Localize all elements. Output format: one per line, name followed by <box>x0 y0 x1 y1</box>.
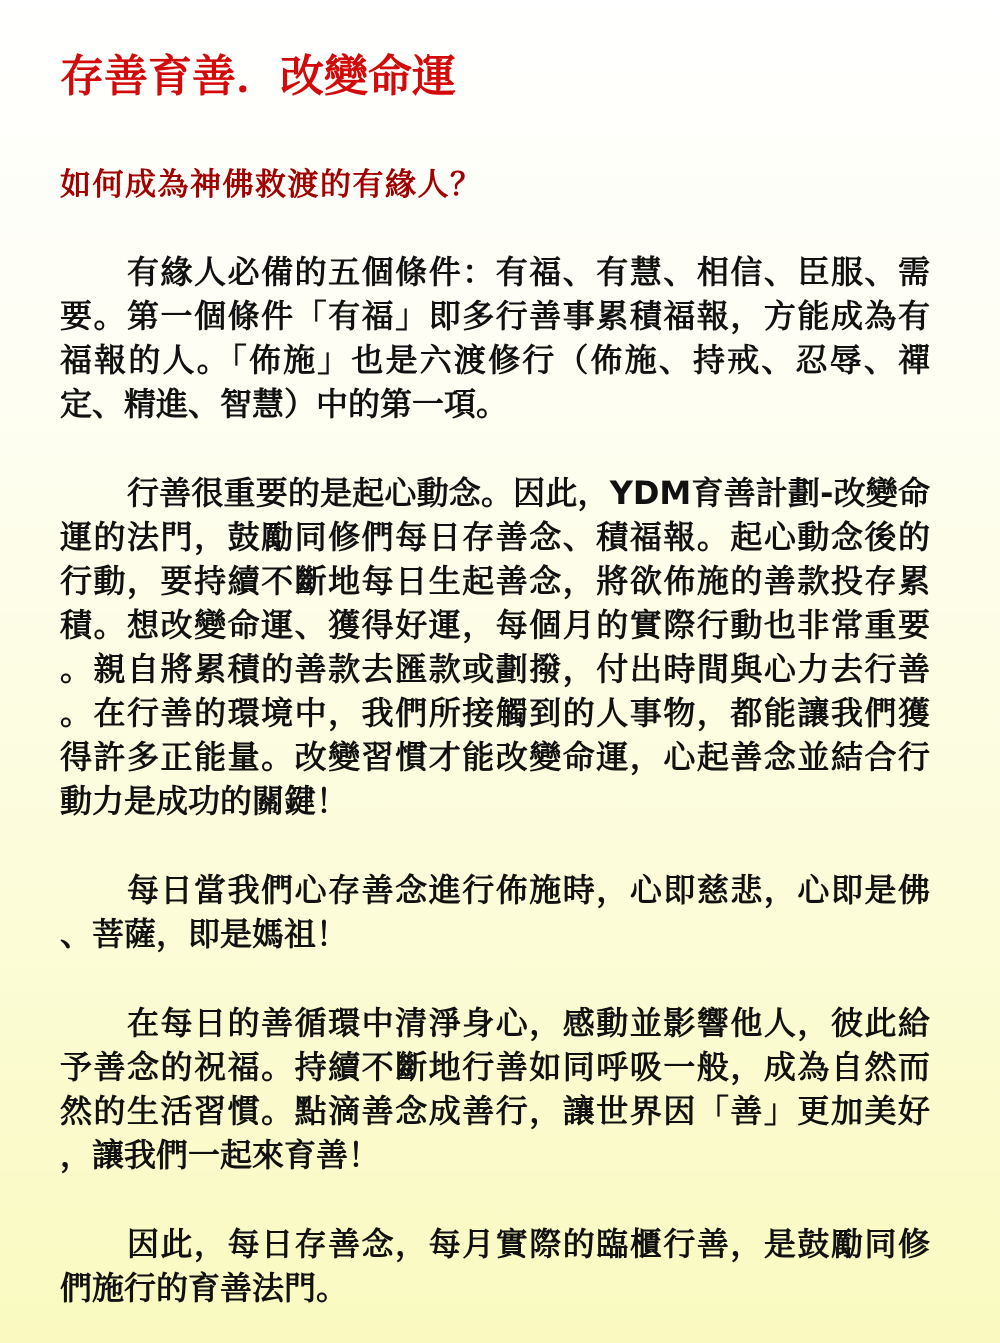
article <box>60 0 930 1310</box>
paragraph-conclusion <box>60 1222 930 1310</box>
paragraph-line: 在每日的善循環中清淨身心，感動並影響他人，彼此給 <box>127 1004 930 1042</box>
paragraph-line: 予善念的祝福。持續不斷地行善如同呼吸一般，成為自然而 <box>60 1048 930 1086</box>
paragraph-compassion <box>60 868 930 956</box>
paragraph-line: 、菩薩，即是媽祖！ <box>60 915 349 953</box>
paragraph-cycle <box>60 1001 930 1177</box>
paragraph-intention <box>60 471 930 823</box>
paragraph-line: 福報的人。「佈施」也是六渡修行（佈施、持戒、忍辱、禪 <box>60 341 930 379</box>
paragraph-line: 因此，每日存善念，每月實際的臨櫃行善，是鼓勵同修 <box>127 1225 930 1263</box>
paragraph-line: 每日當我們心存善念進行佈施時，心即慈悲，心即是佛 <box>127 871 930 909</box>
paragraph-line: 有緣人必備的五個條件：有福、有慧、相信、臣服、需 <box>127 253 930 291</box>
paragraph-line: 得許多正能量。改變習慣才能改變命運，心起善念並結合行 <box>60 738 930 776</box>
paragraph-line: 然的生活習慣。點滴善念成善行，讓世界因「善」更加美好 <box>60 1092 930 1130</box>
paragraph-line: 要。第一個條件「有福」即多行善事累積福報，方能成為有 <box>60 297 930 335</box>
paragraph-line: 行善很重要的是起心動念。因此，YDM育善計劃-改變命 <box>127 474 930 512</box>
paragraph-line: 們施行的育善法門。 <box>60 1269 349 1307</box>
paragraph-line: 積。想改變命運、獲得好運，每個月的實際行動也非常重要 <box>60 606 930 644</box>
paragraph-line: 動力是成功的關鍵！ <box>60 782 349 820</box>
paragraph-line: ，讓我們一起來育善！ <box>60 1136 381 1174</box>
paragraph-line: 行動，要持續不斷地每日生起善念，將欲佈施的善款投存累 <box>60 562 930 600</box>
paragraph-line: 。親自將累積的善款去匯款或劃撥，付出時間與心力去行善 <box>60 650 930 688</box>
paragraph-line: 定、精進、智慧）中的第一項。 <box>60 385 509 423</box>
page-title: 存善育善．改變命運 <box>60 51 456 102</box>
paragraph-line: 運的法門，鼓勵同修們每日存善念、積福報。起心動念後的 <box>60 518 930 556</box>
paragraph-conditions <box>60 250 930 426</box>
section-heading: 如何成為神佛救渡的有緣人？ <box>60 167 483 203</box>
paragraph-line: 。在行善的環境中，我們所接觸到的人事物，都能讓我們獲 <box>60 694 930 732</box>
